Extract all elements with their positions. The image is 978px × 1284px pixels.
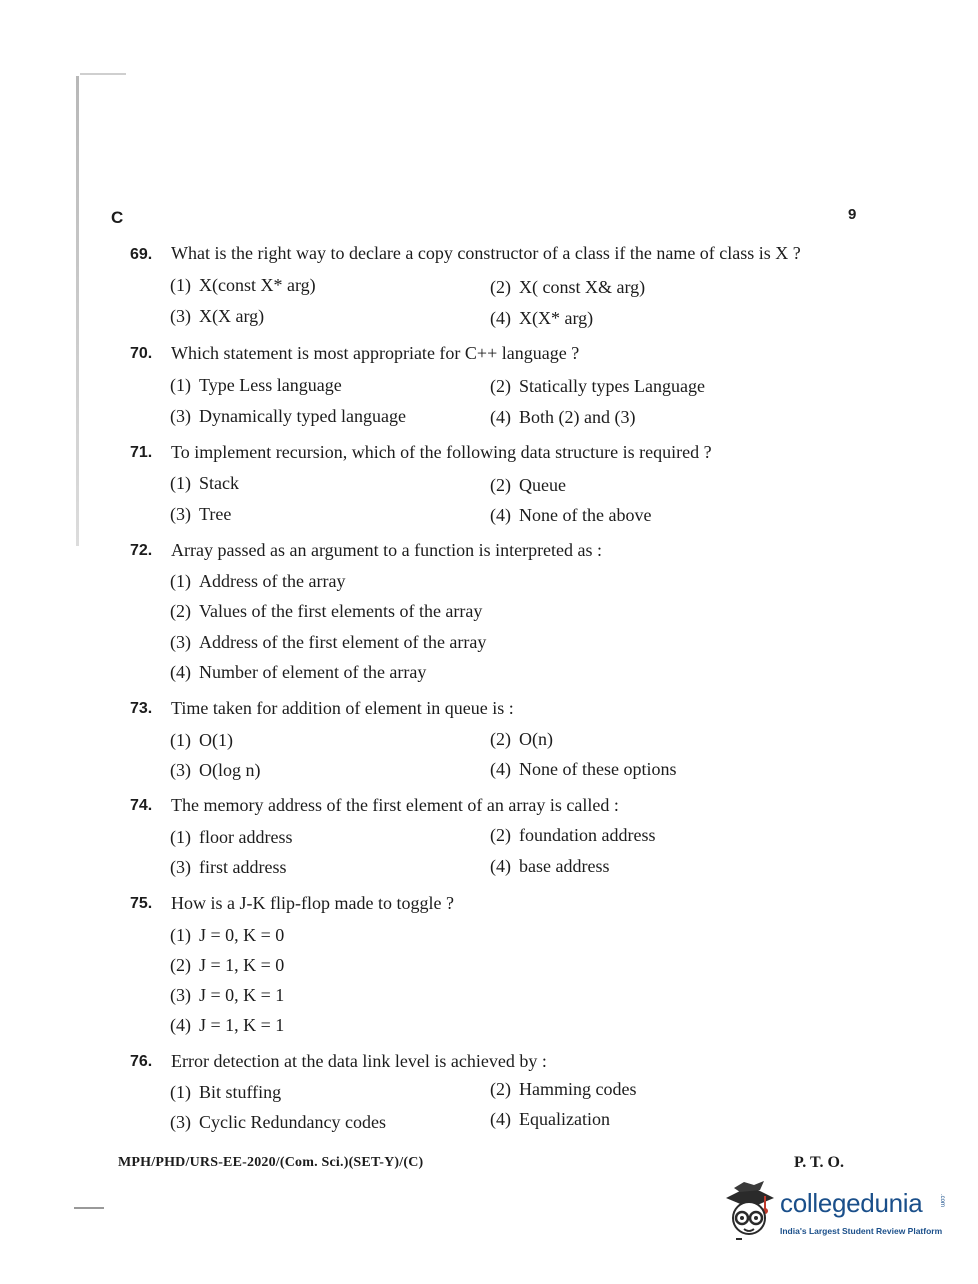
mascot-icon <box>720 1178 778 1244</box>
option-2: (2) Values of the first elements of the array <box>170 601 483 621</box>
option-4: (4) Number of element of the array <box>170 662 427 682</box>
option-3: (3) Address of the first element of the array <box>170 632 487 652</box>
pto-label: P. T. O. <box>794 1154 844 1171</box>
option-4: (4) Both (2) and (3) <box>490 407 636 427</box>
binding-mark <box>80 73 126 75</box>
option-1: (1) J = 0, K = 0 <box>170 925 285 945</box>
option-1: (1) X(const X* arg) <box>170 275 316 295</box>
option-4: (4) base address <box>490 856 610 876</box>
question-number: 75. <box>130 895 153 912</box>
collegedunia-watermark <box>720 1178 950 1248</box>
question-number: 73. <box>130 700 153 717</box>
option-3: (3) Cyclic Redundancy codes <box>170 1112 386 1132</box>
question-number: 70. <box>130 345 153 362</box>
option-4: (4) None of these options <box>490 759 677 779</box>
option-4: (4) None of the above <box>490 505 652 525</box>
question-text: How is a J-K flip-flop made to toggle ? <box>171 893 454 913</box>
option-1: (1) Bit stuffing <box>170 1082 282 1102</box>
question-text: What is the right way to declare a copy constructor of a class if the name of class is X ? <box>171 243 801 263</box>
question-text: The memory address of the first element of an array is called : <box>171 795 619 815</box>
option-3: (3) first address <box>170 857 287 877</box>
option-2: (2) Statically types Language <box>490 376 705 396</box>
scan-mark <box>74 1207 104 1209</box>
exam-code: MPH/PHD/URS-EE-2020/(Com. Sci.)(SET-Y)/(C) <box>118 1155 424 1170</box>
option-1: (1) Stack <box>170 473 239 493</box>
question-text: Which statement is most appropriate for C++ language ? <box>171 343 580 363</box>
brand-tld: .com <box>939 1194 945 1208</box>
option-2: (2) X( const X& arg) <box>490 277 646 297</box>
question-text: Error detection at the data link level is achieved by : <box>171 1051 547 1071</box>
option-3: (3) J = 0, K = 1 <box>170 985 285 1005</box>
question-number: 76. <box>130 1053 153 1070</box>
option-1: (1) Address of the array <box>170 571 346 591</box>
option-2: (2) J = 1, K = 0 <box>170 955 285 975</box>
question-number: 72. <box>130 542 153 559</box>
option-3: (3) Dynamically typed language <box>170 406 406 426</box>
option-3: (3) O(log n) <box>170 760 261 780</box>
option-4: (4) Equalization <box>490 1109 610 1129</box>
option-3: (3) X(X arg) <box>170 306 265 326</box>
option-4: (4) J = 1, K = 1 <box>170 1015 285 1035</box>
option-4: (4) X(X* arg) <box>490 308 594 328</box>
question-number: 71. <box>130 444 153 461</box>
set-code: C <box>111 208 124 227</box>
question-text: Time taken for addition of element in queue is : <box>171 698 514 718</box>
brand-name: collegedunia <box>780 1188 923 1218</box>
question-text: To implement recursion, which of the following data structure is required ? <box>171 442 712 462</box>
option-2: (2) O(n) <box>490 729 553 749</box>
page-number: 9 <box>848 206 857 223</box>
question-number: 74. <box>130 797 153 814</box>
option-1: (1) floor address <box>170 827 293 847</box>
question-text: Array passed as an argument to a function is interpreted as : <box>171 540 603 560</box>
option-2: (2) Queue <box>490 475 566 495</box>
option-2: (2) Hamming codes <box>490 1079 637 1099</box>
question-number: 69. <box>130 246 153 263</box>
binding-shadow <box>76 76 79 546</box>
option-1: (1) O(1) <box>170 730 233 750</box>
option-1: (1) Type Less language <box>170 375 342 395</box>
option-3: (3) Tree <box>170 504 232 524</box>
brand-tagline: India's Largest Student Review Platform <box>780 1226 943 1236</box>
option-2: (2) foundation address <box>490 825 656 845</box>
